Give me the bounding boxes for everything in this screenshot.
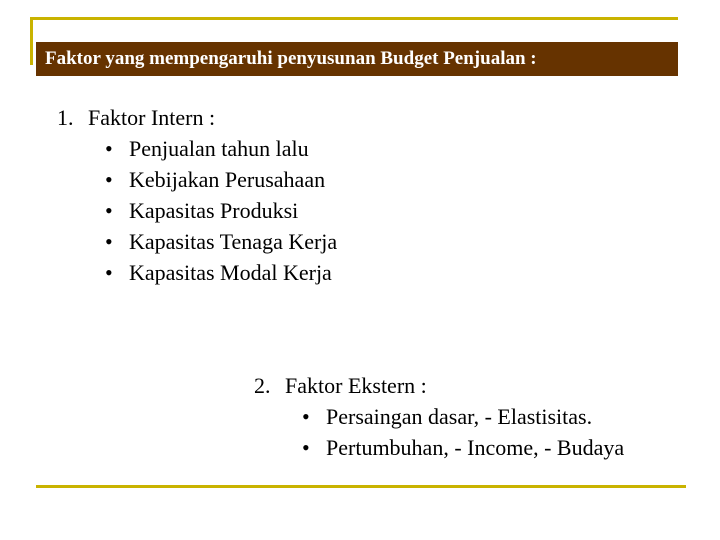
section-heading-text: Faktor Intern : xyxy=(88,105,216,130)
list-item-text: Kapasitas Produksi xyxy=(129,198,299,223)
section-number: 2. xyxy=(254,373,271,398)
bullet-icon: • xyxy=(105,167,113,192)
bullet-icon: • xyxy=(105,260,113,285)
bullet-icon: • xyxy=(105,229,113,254)
bullet-icon: • xyxy=(105,136,113,161)
list-item-text: Penjualan tahun lalu xyxy=(129,136,309,161)
left-accent-line xyxy=(30,17,33,65)
section-number: 1. xyxy=(57,105,74,130)
list-item xyxy=(57,195,337,226)
section-heading xyxy=(57,102,337,133)
list-item xyxy=(57,257,337,288)
bottom-accent-line xyxy=(36,485,686,488)
list-item-text: Kebijakan Perusahaan xyxy=(129,167,326,192)
list-item-text: Kapasitas Modal Kerja xyxy=(129,260,332,285)
list-item-text: Persaingan dasar, - Elastisitas. xyxy=(326,404,593,429)
list-item-text: Kapasitas Tenaga Kerja xyxy=(129,229,338,254)
list-item xyxy=(254,432,624,463)
list-item xyxy=(57,226,337,257)
section-heading xyxy=(254,370,624,401)
bullet-icon: • xyxy=(105,198,113,223)
top-accent-line xyxy=(30,17,678,20)
list-item xyxy=(57,164,337,195)
section-ekstern xyxy=(254,370,624,463)
bullet-icon: • xyxy=(302,404,310,429)
section-intern xyxy=(57,102,337,288)
list-item xyxy=(57,133,337,164)
bullet-icon: • xyxy=(302,435,310,460)
list-item-text: Pertumbuhan, - Income, - Budaya xyxy=(326,435,625,460)
section-heading-text: Faktor Ekstern : xyxy=(285,373,427,398)
list-item xyxy=(254,401,624,432)
slide-title: Faktor yang mempengaruhi penyusunan Budget Penjualan : xyxy=(36,42,678,76)
